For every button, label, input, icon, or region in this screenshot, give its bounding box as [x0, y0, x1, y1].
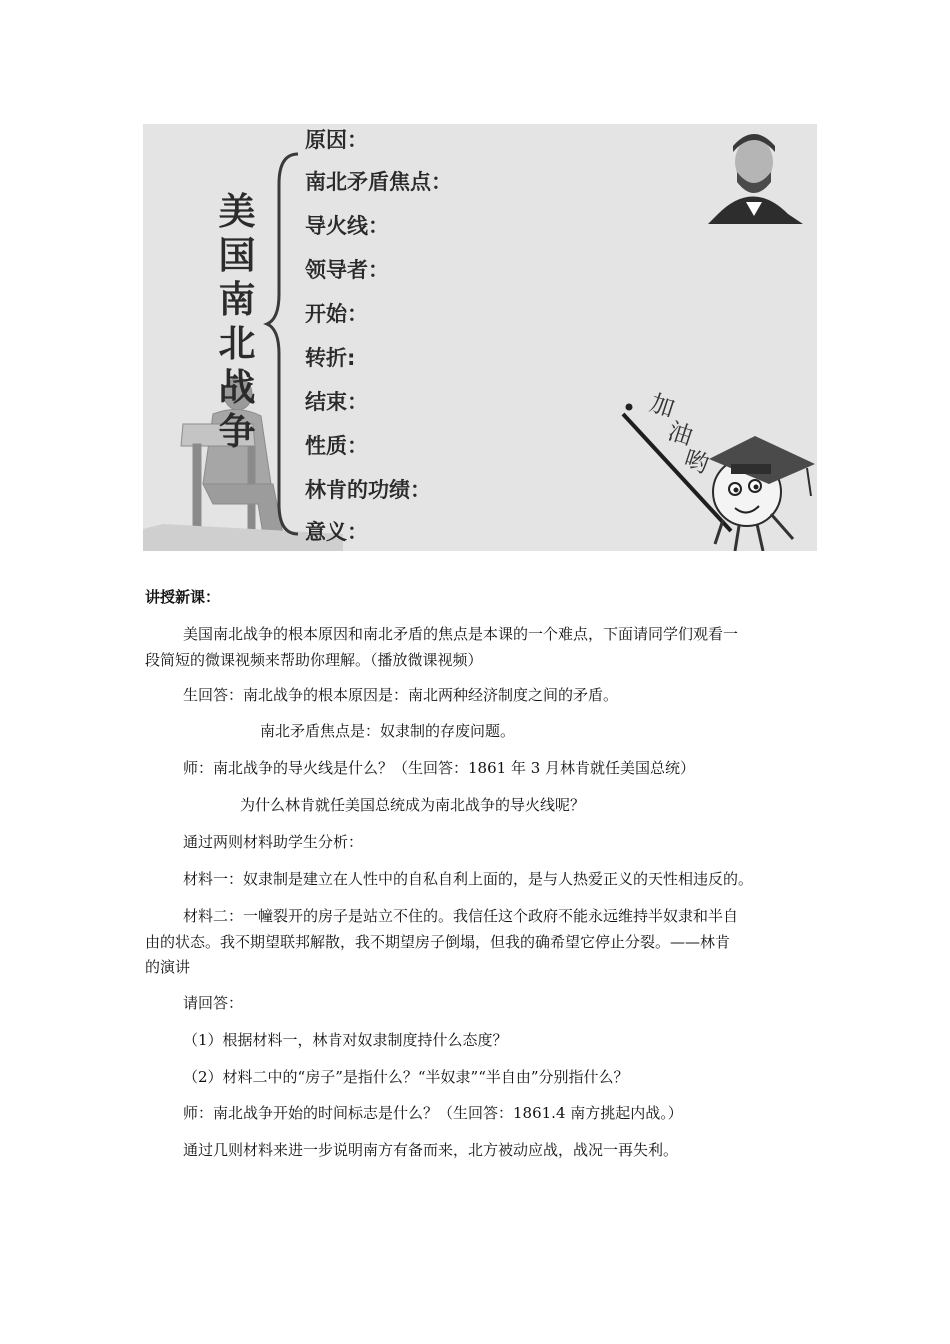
figure-vertical-title: [215, 190, 259, 454]
question-two: （2）材料二中的“房子”是指什么？“半奴隶”“半自由”分别指什么？: [183, 1068, 629, 1086]
section-heading: 讲授新课：: [145, 588, 221, 606]
outline-item-significance: 意义：: [305, 520, 368, 544]
paragraph-intro-line1: 美国南北战争的根本原因和南北矛盾的焦点是本课的一个难点，下面请同学们观看一: [183, 625, 739, 643]
paragraph-please-answer: 请回答：: [183, 994, 244, 1012]
paragraph-material-two-line2: 由的状态。我不期望联邦解散，我不期望房子倒塌，但我的确希望它停止分裂。——林肯: [145, 933, 731, 951]
curly-brace: [267, 154, 298, 534]
outline-item-turning: 转折:: [305, 346, 356, 370]
paragraph-trigger-question: 师：南北战争的导火线是什么？（生回答：1861 年 3 月林肯就任美国总统）: [183, 759, 696, 777]
outline-item-focus: 南北矛盾焦点：: [305, 170, 452, 194]
outline-item-achievements: 林肯的功绩：: [305, 478, 431, 502]
cheer-char: 加: [646, 388, 678, 423]
lesson-outline-figure: [143, 124, 817, 551]
paragraph-materials-intro: 通过两则材料助学生分析：: [183, 833, 364, 851]
paragraph-student-answer: 生回答：南北战争的根本原因是：南北两种经济制度之间的矛盾。: [183, 686, 619, 704]
lincoln-portrait: [703, 124, 817, 224]
paragraph-material-one: 材料一：奴隶制是建立在人性中的自私自利上面的，是与人热爱正义的天性相违反的。: [183, 870, 754, 888]
title-char: 北: [218, 322, 256, 365]
paragraph-focus-answer: 南北矛盾焦点是：奴隶制的存废问题。: [260, 722, 516, 740]
outline-item-leader: 领导者：: [305, 258, 389, 282]
title-char: 争: [218, 410, 256, 453]
paragraph-closing: 通过几则材料来进一步说明南方有备而来，北方被动应战，战况一再失利。: [183, 1141, 679, 1159]
title-char: 战: [218, 366, 256, 409]
title-char: 南: [218, 278, 256, 321]
paragraph-why-question: 为什么林肯就任美国总统成为南北战争的导火线呢？: [240, 796, 586, 814]
paragraph-intro-line2: 段简短的微课视频来帮助你理解。（播放微课视频）: [145, 651, 483, 669]
question-one: （1）根据材料一，林肯对奴隶制度持什么态度？: [183, 1031, 508, 1049]
outline-item-start: 开始：: [305, 302, 368, 326]
outline-item-trigger: 导火线：: [305, 214, 389, 238]
cheer-char: 油: [664, 416, 696, 451]
cheer-char: 哟: [680, 444, 712, 479]
paragraph-material-two-line3: 的演讲: [145, 958, 191, 976]
paragraph-material-two-line1: 材料二：一幢裂开的房子是站立不住的。我信任这个政府不能永远维持半奴隶和半自: [183, 907, 739, 925]
outline-item-end: 结束：: [305, 390, 368, 414]
title-char: 美: [218, 190, 256, 233]
outline-item-nature: 性质：: [305, 434, 368, 458]
outline-item-cause: 原因：: [305, 128, 368, 152]
paragraph-start-question: 师：南北战争开始的时间标志是什么？（生回答：1861.4 南方挑起内战。）: [183, 1104, 683, 1122]
title-char: 国: [218, 234, 256, 277]
cartoon-mascot: [623, 404, 815, 552]
